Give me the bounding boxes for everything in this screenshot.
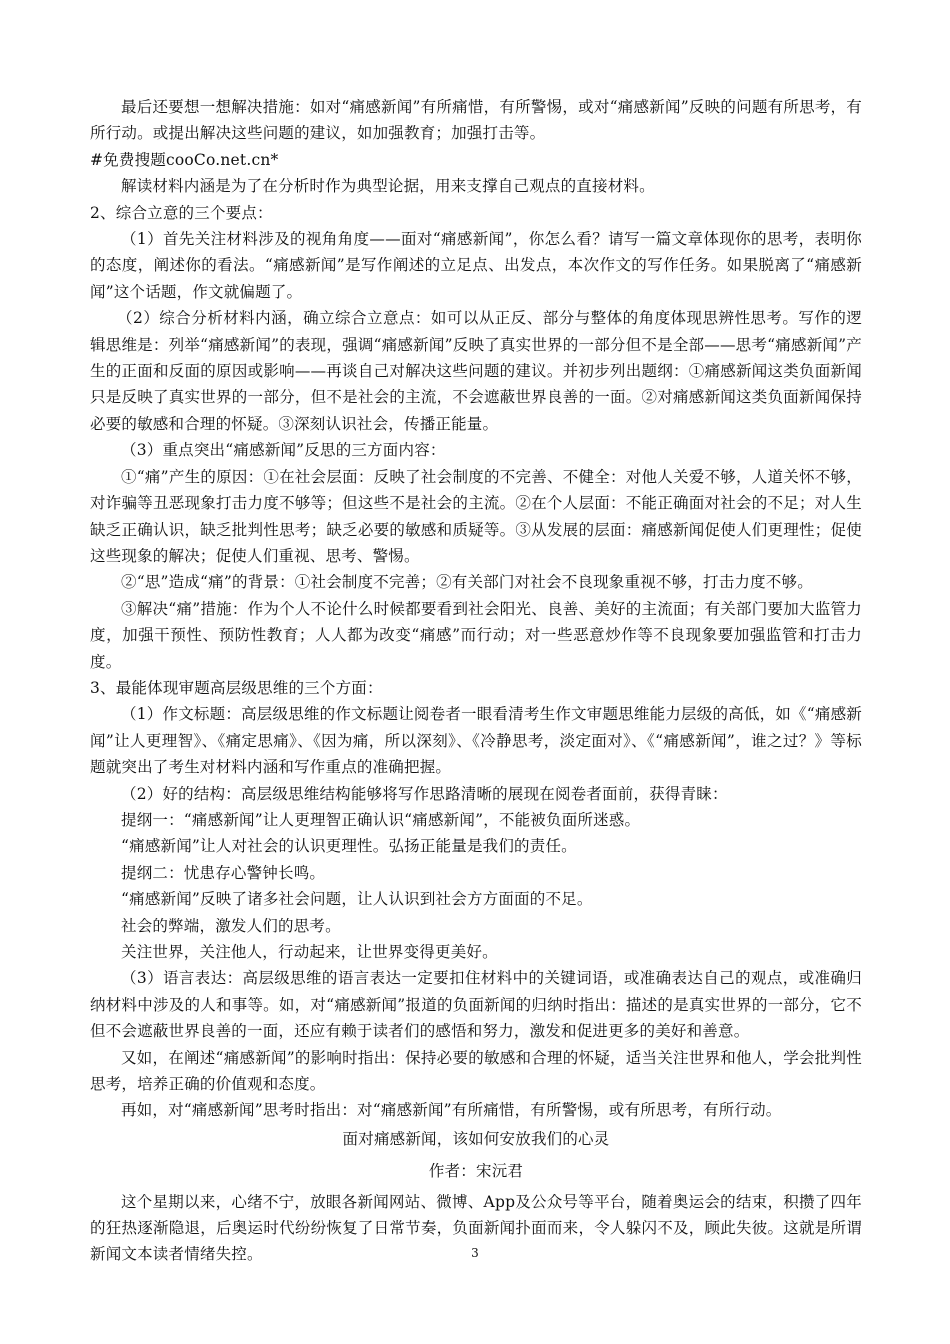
outline-1-line-2: “痛感新闻”让人对社会的认识更理性。弘扬正能量是我们的责任。 <box>121 837 577 856</box>
outline-2-line-3: 社会的弊端，激发人们的思考。 <box>121 916 341 935</box>
essay-author: 作者：宋沅君 <box>428 1162 524 1181</box>
document-page <box>90 94 862 1268</box>
essay-title: 面对痛感新闻，该如何安放我们的心灵 <box>342 1129 610 1148</box>
paragraph-example-3: 再如，对“痛感新闻”思考时指出：对“痛感新闻”有所痛惜，有所警惕，或有所思考，有所行动。 <box>121 1101 782 1120</box>
paragraph-solutions: 最后还要想一想解决措施：如对“痛感新闻”有所痛惜，有所警惕，或对“痛感新闻”反映的问题有所思考，有所行动。或提出解决这些问题的建议，如加强教育；加强打击等。 <box>90 98 862 143</box>
paragraph-point-3: （3）重点突出“痛感新闻”反思的三方面内容： <box>121 441 446 460</box>
paragraph-point-1: （1）首先关注材料涉及的视角角度——面对“痛感新闻”，你怎么看？请写一篇文章体现你的思考，表明你的态度，阐述你的看法。“痛感新闻”是写作阐述的立足点、出发点，本次作文的写作任务。如果脱离了“痛感新闻”这个话题，作文就偏题了。 <box>90 230 862 301</box>
paragraph-pain-solutions: ③解决“痛”措施：作为个人不论什么时候都要看到社会阳光、良善、美好的主流面；有关部门要加大监管力度，加强干预性、预防性教育；人人都为改变“痛感”而行动；对一些恶意炒作等不良现象要加强监管和打击力度。 <box>90 599 862 671</box>
section-heading-3: 3、最能体现审题高层级思维的三个方面： <box>90 678 383 697</box>
page-number: 3 <box>471 1246 479 1260</box>
paragraph-point-2: （2）综合分析材料内涵，确立综合立意点：如可以从正反、部分与整体的角度体现思辨性思考。写作的逻辑思维是：列举“痛感新闻”的表现，强调“痛感新闻”反映了真实世界的一部分但不是全部——思考“痛感新闻”产生的正面和反面的原因或影响——再谈自己对解决这些问题的建议。并初步列出题纲：①痛感新闻这类负面新闻只是反映了真实世界的一部分，但不是社会的主流，不会遮蔽世界良善的一面。②对痛感新闻这类负面新闻保持必要的敏感和合理的怀疑。③深刻认识社会，传播正能量。 <box>90 309 862 433</box>
outline-2-line-4: 关注世界，关注他人，行动起来，让世界变得更美好。 <box>121 943 498 961</box>
paragraph-material-meaning: 解读材料内涵是为了在分析时作为典型论据，用来支撑自己观点的直接材料。 <box>121 177 655 196</box>
section-heading-2: 2、综合立意的三个要点： <box>90 203 273 222</box>
paragraph-pain-causes: ①“痛”产生的原因：①在社会层面：反映了社会制度的不完善、不健全：对他人关爱不够，人道关怀不够，对诈骗等丑恶现象打击力度不够等；但这些不是社会的主流。②在个人层面：不能正确面对社会的不足；对人生缺乏正确认识，缺乏批判性思考；缺乏必要的敏感和质疑等。③从发展的层面：痛感新闻促使人们更理性；促使这些现象的解决；促使人们重视、思考、警惕。 <box>90 467 862 565</box>
paragraph-essay-title: （1）作文标题：高层级思维的作文标题让阅卷者一眼看清考生作文审题思维能力层级的高低，如《“痛感新闻”让人更理智》、《痛定思痛》、《因为痛，所以深刻》、《冷静思考，淡定面对》、《“痛感新闻”，谁之过？》等标题就突出了考生对材料内涵和写作重点的准确把握。 <box>90 705 862 777</box>
outline-2-line-1: 提纲二：忧患存心警钟长鸣。 <box>121 863 326 882</box>
outline-2-line-2: “痛感新闻”反映了诸多社会问题，让人认识到社会方方面面的不足。 <box>121 890 593 909</box>
paragraph-structure: （2）好的结构：高层级思维结构能够将写作思路清晰的展现在阅卷者面前，获得青睐： <box>121 784 728 803</box>
paragraph-thought-background: ②“思”造成“痛”的背景：①社会制度不完善；②有关部门对社会不良现象重视不够，打击力度不够。 <box>121 573 813 592</box>
outline-1-line-1: 提纲一：“痛感新闻”让人更理智正确认识“痛感新闻”，不能被负面所迷惑。 <box>121 810 641 829</box>
paragraph-language: （3）语言表达：高层级思维的语言表达一定要扣住材料中的关键词语，或准确表达自己的观点，或准确归纳材料中涉及的人和事等。如，对“痛感新闻”报道的负面新闻的归纳时指出：描述的是真实世界的一部分，它不但不会遮蔽世界良善的一面，还应有赖于读者们的感悟和努力，激发和促进更多的美好和善意。 <box>90 969 862 1041</box>
paragraph-example-2: 又如，在阐述“痛感新闻”的影响时指出：保持必要的敏感和合理的怀疑，适当关注世界和他人，学会批判性思考，培养正确的价值观和态度。 <box>90 1048 862 1094</box>
essay-body: 这个星期以来，心绪不宁，放眼各新闻网站、微博、App及公众号等平台，随着奥运会的结束，积攒了四年的狂热逐渐隐退，后奥运时代纷纷恢复了日常节奏，负面新闻扑面而来，令人躲闪不及，顾此失彼。这就是所谓新闻文本读者情绪失控。 <box>90 1192 862 1264</box>
watermark-line: #免费搜题cooCo.net.cn* <box>90 150 279 169</box>
